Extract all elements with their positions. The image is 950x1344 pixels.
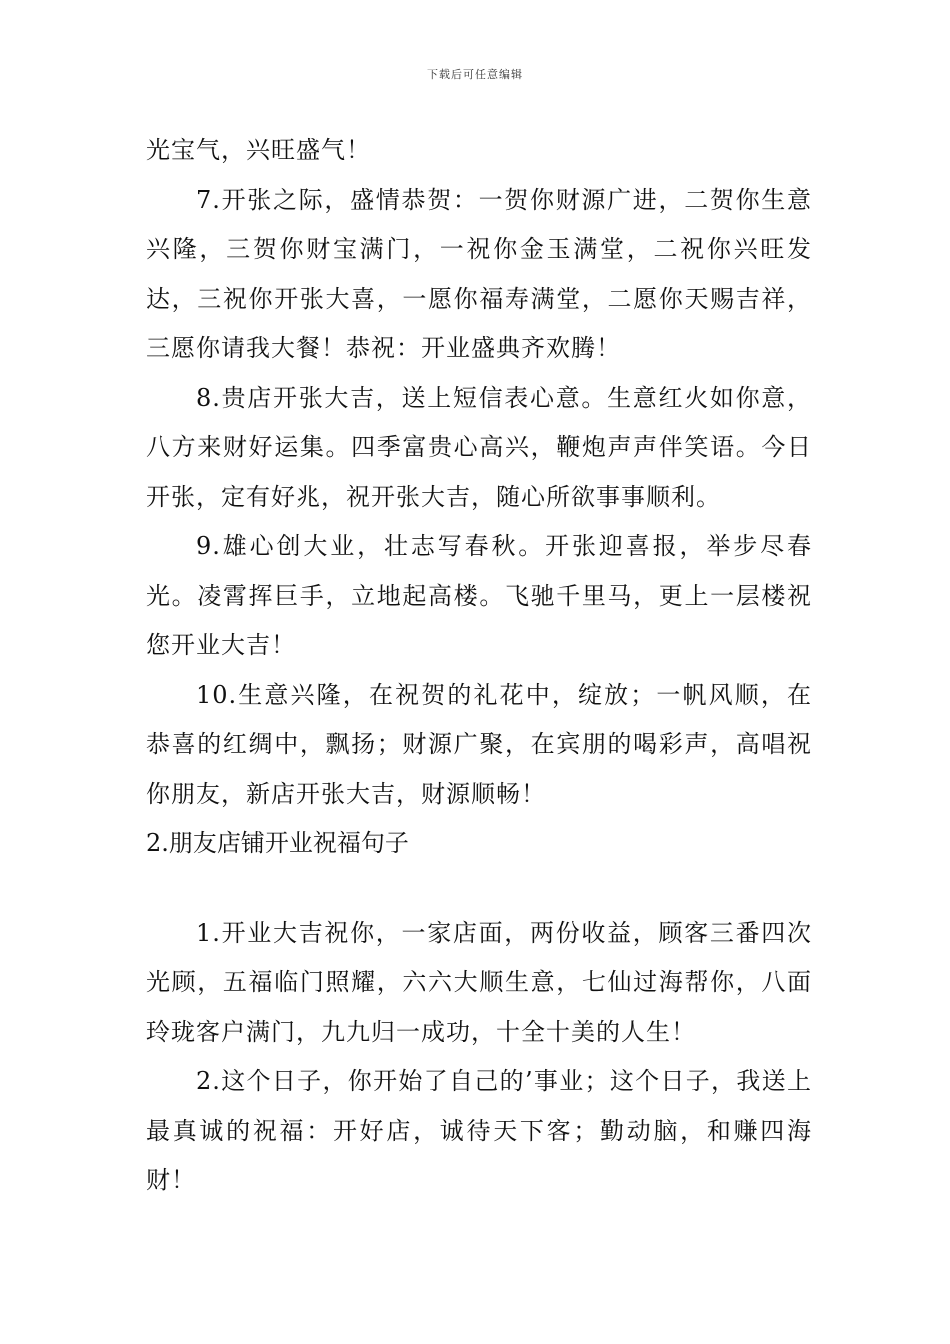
paragraph-item-9: 9.雄心创大业，壮志写春秋。开张迎喜报，举步尽春光。凌霄挥巨手，立地起高楼。飞驰千里马，更上一层楼祝您开业大吉！	[146, 532, 812, 659]
page-header: 下载后可任意编辑	[427, 68, 523, 81]
document-body	[146, 126, 812, 1206]
paragraph-continuation: 光宝气，兴旺盛气！	[146, 136, 371, 164]
paragraph-item-2: 2.这个日子，你开始了自己的’事业；这个日子，我送上最真诚的祝福：开好店，诚待天下客；勤动脑，和赚四海财！	[146, 1067, 812, 1194]
paragraph-item-10: 10.生意兴隆，在祝贺的礼花中，绽放；一帆风顺，在恭喜的红绸中，飘扬；财源广聚，在宾朋的喝彩声，高唱祝你朋友，新店开张大吉，财源顺畅！	[146, 680, 812, 808]
section-gap	[146, 869, 812, 909]
paragraph-item-8: 8.贵店开张大吉，送上短信表心意。生意红火如你意，八方来财好运集。四季富贵心高兴，鞭炮声声伴笑语。今日开张，定有好兆，祝开张大吉，随心所欲事事顺利。	[146, 383, 812, 511]
paragraph-item-1: 1.开业大吉祝你，一家店面，两份收益，顾客三番四次光顾，五福临门照耀，六六大顺生意，七仙过海帮你，八面玲珑客户满门，九九归一成功，十全十美的人生！	[146, 918, 812, 1046]
paragraph-item-7: 7.开张之际，盛情恭贺：一贺你财源广进，二贺你生意兴隆，三贺你财宝满门，一祝你金玉满堂，二祝你兴旺发达，三祝你开张大喜，一愿你福寿满堂，二愿你天赐吉祥，三愿你请我大餐！恭祝：开业盛典齐欢腾！	[146, 185, 812, 362]
section-heading: 2.朋友店铺开业祝福句子	[146, 829, 409, 857]
